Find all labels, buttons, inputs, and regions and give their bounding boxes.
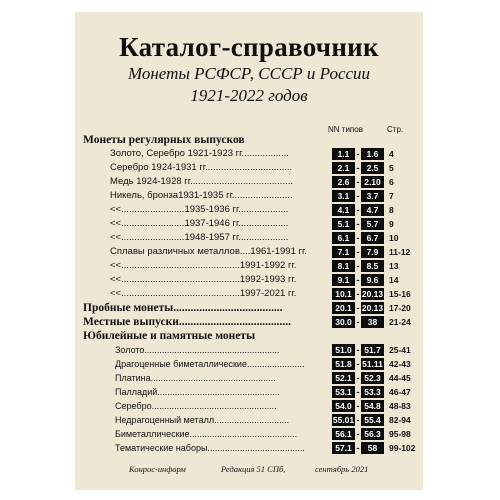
page-number: 10 <box>389 233 399 243</box>
toc-row-label: Недрагоценный металл.............................. <box>115 415 290 425</box>
page-number: 25-41 <box>389 345 411 355</box>
catalog-title: Каталог-справочник <box>119 32 379 62</box>
type-number-to: 20.13 <box>361 303 384 313</box>
page-number: 44-45 <box>389 373 411 383</box>
toc-row <box>75 162 423 174</box>
footer-date: сентябрь 2021 <box>315 464 369 474</box>
type-number-range <box>336 190 388 202</box>
type-number-to: 5.7 <box>361 218 384 230</box>
page-number: 13 <box>389 261 399 271</box>
range-dash: - <box>356 429 360 439</box>
type-number-range <box>336 400 388 412</box>
type-number-from: 51.0 <box>332 344 355 356</box>
type-number-from: 2.1 <box>332 162 355 174</box>
toc-row-label: Никель, бронза1931-1935 гг....................... <box>110 190 293 201</box>
type-number-from: 7.1 <box>332 246 355 258</box>
toc-row-label: <<........................1948-1957 гг................... <box>110 232 289 243</box>
page-number: 6 <box>389 177 394 187</box>
toc-row-label: <<.............................................1997-2021 гг. <box>110 288 297 299</box>
range-dash: - <box>356 345 360 355</box>
nn-column-header: NN типов <box>328 125 363 134</box>
range-dash: - <box>356 275 360 285</box>
page-number: 95-98 <box>389 429 411 439</box>
range-dash: - <box>356 303 360 313</box>
catalog-years: 1921-2022 годов <box>190 86 308 105</box>
type-number-from: 9.1 <box>332 274 355 286</box>
type-number-range <box>336 162 388 174</box>
type-number-range <box>336 246 388 258</box>
type-number-to: 2.10 <box>361 176 384 188</box>
range-dash: - <box>356 289 360 299</box>
footer-publisher: Конрос-информ <box>129 464 186 474</box>
range-dash: - <box>356 219 360 229</box>
type-number-to: 54.8 <box>361 400 384 412</box>
toc-row-label: <<........................1937-1946 гг................... <box>110 218 289 229</box>
type-number-from: 3.1 <box>332 190 355 202</box>
toc-row <box>75 218 423 230</box>
type-number-from: 52.1 <box>332 372 355 384</box>
type-number-from: 5.1 <box>332 218 355 230</box>
range-dash: - <box>356 177 360 187</box>
catalog-subtitle: Монеты РСФСР, СССР и России <box>127 64 371 83</box>
toc-row-label: Монеты регулярных выпусков <box>83 134 245 146</box>
toc-row <box>75 358 423 370</box>
toc-row-label: Серебро.................................................. <box>115 401 277 411</box>
type-number-to: 51.11 <box>362 359 383 369</box>
type-number-range <box>336 428 388 440</box>
page-number: 48-83 <box>389 401 411 411</box>
range-dash: - <box>356 415 360 425</box>
type-number-to: 53.3 <box>361 386 384 398</box>
type-number-range <box>336 232 388 244</box>
toc-row <box>75 386 423 398</box>
toc-row <box>75 316 423 328</box>
type-number-to: 51.7 <box>361 344 384 356</box>
range-dash: - <box>356 443 360 453</box>
type-number-range <box>336 344 388 356</box>
type-number-range <box>336 372 388 384</box>
range-dash: - <box>356 247 360 257</box>
type-number-to: 3.7 <box>361 190 384 202</box>
toc-row <box>75 246 423 258</box>
toc-row-label: <<........................1935-1936 гг................... <box>110 204 289 215</box>
type-number-range <box>336 218 388 230</box>
type-number-range <box>336 288 388 300</box>
type-number-from: 56.1 <box>332 428 355 440</box>
type-number-from: 2.6 <box>332 176 355 188</box>
type-number-from: 1.1 <box>332 148 355 160</box>
type-number-range <box>336 260 388 272</box>
range-dash: - <box>356 163 360 173</box>
page-number: 99-102 <box>389 443 416 453</box>
type-number-to: 58 <box>361 442 384 454</box>
type-number-to: 9.6 <box>361 274 384 286</box>
range-dash: - <box>356 317 360 327</box>
page-number: 8 <box>389 205 394 215</box>
type-number-from: 20.1 <box>332 302 355 314</box>
type-number-to: 8.5 <box>361 260 384 272</box>
toc-row <box>75 442 423 454</box>
type-number-to: 6.7 <box>361 232 384 244</box>
toc-row-label: Палладий................................................. <box>115 387 280 397</box>
range-dash: - <box>356 387 360 397</box>
type-number-from: 55.01 <box>332 415 355 425</box>
catalog-cover-page <box>75 12 423 490</box>
range-dash: - <box>356 191 360 201</box>
page-number: 15-16 <box>389 289 411 299</box>
type-number-from: 6.1 <box>332 232 355 244</box>
type-number-from: 8.1 <box>332 260 355 272</box>
toc-row <box>75 260 423 272</box>
page-number: 42-43 <box>389 359 411 369</box>
type-number-from: 51.8 <box>332 358 355 370</box>
toc-row <box>75 414 423 426</box>
page-number: 9 <box>389 219 394 229</box>
toc-row-label: Пробные монеты...................................... <box>83 302 283 314</box>
toc-row <box>75 288 423 300</box>
toc-row <box>75 274 423 286</box>
toc-row-label: Юбилейные и памятные монеты <box>83 330 256 342</box>
range-dash: - <box>356 401 360 411</box>
type-number-range <box>336 358 388 370</box>
toc-row <box>75 302 423 314</box>
type-number-to: 2.5 <box>361 162 384 174</box>
type-number-to: 38 <box>361 316 384 328</box>
toc-row <box>75 330 423 342</box>
toc-row <box>75 344 423 356</box>
toc-row-label: Золото, Серебро 1921-1923 гг.................. <box>110 148 289 159</box>
toc-row-label: Биметаллические........................................... <box>115 429 298 439</box>
type-number-range <box>332 414 388 426</box>
toc-row-label: Золото...................................................... <box>115 345 280 355</box>
type-number-to: 56.3 <box>361 428 384 440</box>
type-number-range <box>336 148 388 160</box>
toc-row <box>75 372 423 384</box>
type-number-to: 7.9 <box>361 246 384 258</box>
type-number-range <box>336 316 388 328</box>
toc-row-label: <<.............................................1992-1993 гг. <box>110 274 297 285</box>
type-number-from: 4.1 <box>332 204 355 216</box>
toc-row <box>75 400 423 412</box>
type-number-to: 52.3 <box>361 372 384 384</box>
toc-row <box>75 428 423 440</box>
type-number-from: 30.0 <box>332 316 355 328</box>
range-dash: - <box>356 359 360 369</box>
toc-row <box>75 134 423 146</box>
type-number-range <box>336 442 388 454</box>
type-number-range <box>336 386 388 398</box>
type-number-from: 57.1 <box>332 442 355 454</box>
toc-row-label: Медь 1924-1928 гг....................................... <box>110 176 294 187</box>
page-number: 11-12 <box>389 247 411 257</box>
page-column-header: Стр. <box>387 125 404 134</box>
toc-row <box>75 190 423 202</box>
toc-row-label: Серебро 1924-1931 гг................................. <box>110 162 293 173</box>
type-number-from: 10.1 <box>332 288 355 300</box>
toc-row-label: Сплавы различных металлов....1961-1991 гг. <box>110 246 307 257</box>
type-number-range <box>336 302 388 314</box>
page-number: 17-20 <box>389 303 411 313</box>
type-number-to: 4.7 <box>361 204 384 216</box>
toc-row-label: Местные выпуски....................................... <box>83 316 291 328</box>
range-dash: - <box>356 205 360 215</box>
page-number: 5 <box>389 163 394 173</box>
toc-row-label: Драгоценные биметаллические....................... <box>115 359 305 369</box>
toc-row-label: Платина.................................................. <box>115 373 276 383</box>
footer-edition: Редакция 51 СПб, <box>221 464 286 474</box>
type-number-to: 1.6 <box>361 148 384 160</box>
toc-row-label: <<.............................................1991-1992 гг. <box>110 260 297 271</box>
type-number-from: 54.0 <box>332 400 355 412</box>
type-number-from: 53.1 <box>332 386 355 398</box>
page-number: 46-47 <box>389 387 411 397</box>
type-number-range <box>336 176 388 188</box>
toc-row <box>75 204 423 216</box>
range-dash: - <box>356 261 360 271</box>
range-dash: - <box>356 149 360 159</box>
page-number: 21-24 <box>389 317 411 327</box>
page-number: 14 <box>389 275 399 285</box>
type-number-range <box>336 204 388 216</box>
toc-row-label: Тематические наборы....................................... <box>115 443 305 453</box>
type-number-range <box>336 274 388 286</box>
toc-row <box>75 176 423 188</box>
toc-row <box>75 148 423 160</box>
range-dash: - <box>356 233 360 243</box>
toc-row <box>75 232 423 244</box>
range-dash: - <box>356 373 360 383</box>
type-number-to: 55.4 <box>361 414 384 426</box>
page-number: 4 <box>389 149 394 159</box>
type-number-to: 20.13 <box>361 289 384 299</box>
page-number: 7 <box>389 191 394 201</box>
page-number: 82-94 <box>389 415 411 425</box>
